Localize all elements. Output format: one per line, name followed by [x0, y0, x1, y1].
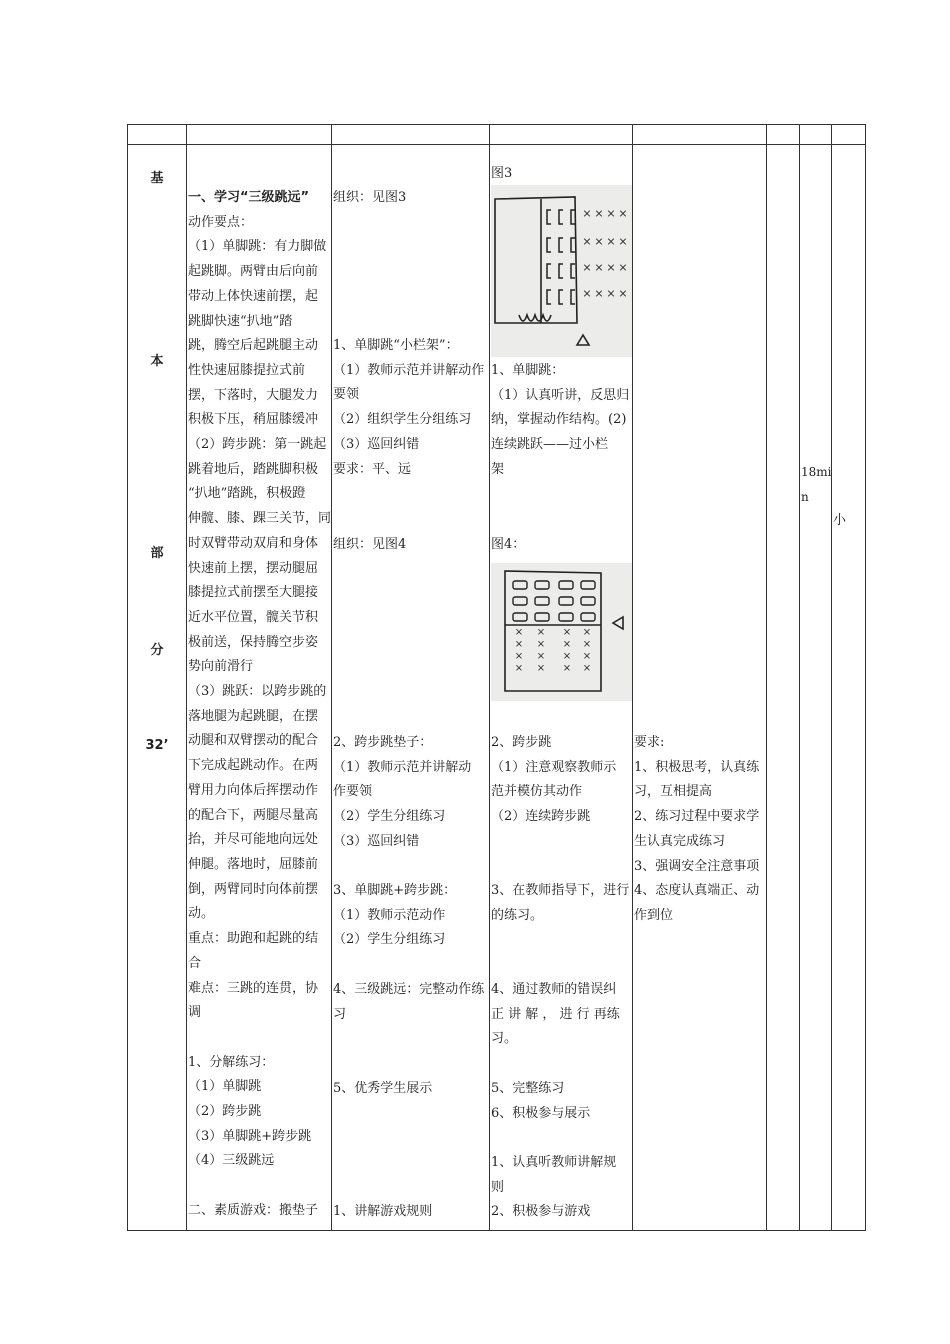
requirement-line: 2、练习过程中要求学	[634, 809, 760, 825]
hurdle-mark	[571, 290, 575, 304]
hurdle-mark	[547, 264, 551, 278]
student-mark: ×	[618, 235, 628, 248]
teacher-block-1	[333, 186, 493, 211]
figure-3	[491, 185, 632, 357]
student-mark: ×	[606, 207, 616, 220]
hurdle-mark	[547, 290, 551, 304]
student-mark: ×	[594, 261, 604, 274]
figure-4	[491, 563, 632, 701]
intensity: 小	[833, 513, 847, 528]
student-line: 3、在教师指导下，进行	[491, 883, 630, 898]
student-mark: ×	[618, 207, 628, 220]
student-line: 2、积极参与游戏	[491, 1204, 591, 1220]
teacher-block-8	[333, 1200, 493, 1225]
content-line: 动作要点：	[188, 214, 254, 230]
teacher-line: 组织：见图4	[333, 537, 407, 552]
mat-mark	[513, 581, 527, 589]
content-line: 调	[188, 1005, 202, 1021]
content-gap	[188, 1174, 331, 1199]
teacher-line: 习	[333, 1006, 347, 1022]
student-mark: ×	[582, 261, 592, 274]
student-mark: ×	[536, 639, 546, 650]
student-line: 1、认真听教师讲解规	[491, 1155, 617, 1170]
student-mark: ×	[562, 651, 572, 662]
hurdle-mark	[547, 210, 551, 224]
teacher-line: （2）组织学生分组练习	[333, 412, 472, 428]
hurdle-mark	[559, 238, 563, 252]
content-cell	[187, 145, 332, 1231]
student-mark: ×	[618, 261, 628, 274]
lesson-plan-table	[127, 124, 866, 1231]
student-mark: ×	[594, 235, 604, 248]
mat-mark	[581, 613, 595, 621]
mat-mark	[513, 613, 527, 621]
student-block-3	[491, 879, 637, 928]
content-line: 伸髋、膝、踝三关节，同	[188, 511, 332, 527]
content-line: “扒地”踏跳，积极蹬	[188, 486, 306, 502]
student-line: 5、完整练习	[491, 1081, 565, 1096]
mat-mark	[581, 597, 595, 605]
hurdle-mark	[559, 210, 563, 224]
student-line: 的练习。	[491, 907, 544, 923]
teacher-block-3	[333, 533, 493, 558]
teacher-block-7	[333, 1077, 493, 1102]
teacher-line: 4、三级跳远：完整动作练	[333, 982, 485, 997]
content-line: 难点：三跳的连贯，协	[188, 980, 319, 996]
content-line: 时双臂带动双肩和身体	[188, 535, 319, 551]
student-mark: ×	[606, 235, 616, 248]
student-mark: ×	[514, 639, 524, 650]
teacher-line: （2）学生分组练习	[333, 932, 446, 948]
content-line: 抬，并尽可能地向远处	[188, 832, 319, 848]
student-mark: ×	[606, 261, 616, 274]
student-mark: ×	[514, 663, 524, 674]
teacher-block-4	[333, 731, 493, 855]
teacher-cell	[332, 145, 490, 1231]
student-mark: ×	[562, 663, 572, 674]
figure-4-label: 图4：	[491, 537, 526, 552]
student-line: 范并模仿其动作	[491, 784, 583, 800]
student-line: 正 讲 解 ， 进 行 再练	[491, 1006, 620, 1022]
hurdle-mark	[547, 238, 551, 252]
duration-line: n	[801, 489, 809, 504]
teacher-line: 3、单脚跳+跨步跳：	[333, 883, 457, 898]
content-line: 势向前滑行	[188, 659, 254, 675]
teacher-line: 5、优秀学生展示	[333, 1081, 433, 1096]
student-line: 则	[491, 1179, 505, 1195]
student-mark: ×	[582, 287, 592, 300]
content-line: 重点：助跑和起跳的结	[188, 931, 319, 947]
student-line: 习。	[491, 1031, 518, 1047]
student-line: 2、跨步跳	[491, 735, 552, 750]
section-char: 部	[150, 546, 164, 561]
student-mark: ×	[582, 627, 592, 638]
hurdle-mark	[571, 264, 575, 278]
content-line: 带动上体快速前摆，起	[188, 288, 319, 304]
figure-3-label: 图3	[491, 166, 513, 181]
student-line: 架	[491, 461, 505, 477]
student-mark: ×	[536, 651, 546, 662]
content-line: （4）三级跳远	[188, 1153, 275, 1169]
content-line: （3）单脚跳+跨步跳	[188, 1128, 312, 1144]
mat-mark	[535, 613, 549, 621]
content-line: 1、分解练习：	[188, 1054, 275, 1070]
mat-mark	[559, 597, 573, 605]
student-mark: ×	[514, 651, 524, 662]
student-mark: ×	[582, 651, 592, 662]
hurdle-mark	[571, 238, 575, 252]
requirement-line: 3、强调安全注意事项	[634, 858, 760, 874]
teacher-line: 要领	[333, 387, 360, 403]
content-line: 动腿和双臂摆动的配合	[188, 733, 319, 749]
requirement-line: 4、态度认真端正、动	[634, 883, 760, 899]
duration-cell	[800, 145, 832, 1231]
mat-mark	[513, 597, 527, 605]
content-line: 合	[188, 955, 202, 971]
header-row	[128, 125, 866, 145]
teacher-block-2	[333, 334, 493, 482]
content-line: 落地腿为起跳腿，在摆	[188, 708, 319, 724]
student-block-2	[491, 731, 637, 830]
hurdle-mark	[571, 210, 575, 224]
content-line: 二、素质游戏：搬垫子	[188, 1202, 319, 1218]
content-line: （1）单脚跳：有力脚做	[188, 239, 327, 255]
teacher-block-5	[333, 879, 493, 953]
content-line: （2）跨步跳：第一跳起	[188, 437, 327, 453]
content-line: 性快速屈膝提拉式前	[188, 362, 306, 378]
teacher-line: 组织：见图3	[333, 190, 407, 205]
student-mark: ×	[582, 639, 592, 650]
mat-mark	[535, 581, 549, 589]
content-line: 膝提拉式前摆至大腿接	[188, 585, 319, 601]
requirement-line: 生认真完成练习	[634, 833, 726, 849]
teacher-line: 要求：平、远	[333, 461, 412, 477]
mat-mark	[535, 597, 549, 605]
content-line: 一、学习“三级跳远”	[188, 190, 310, 205]
student-line: 4、通过教师的错误纠	[491, 982, 617, 997]
content-line: 快速前上摆，摆动腿屈	[188, 560, 319, 576]
student-mark: ×	[582, 207, 592, 220]
student-mark: ×	[562, 639, 572, 650]
content-lines	[187, 145, 331, 1224]
content-line: （1）单脚跳	[188, 1079, 262, 1095]
content-line: 臂用力向体后挥摆动作	[188, 782, 319, 798]
content-gap	[188, 1026, 331, 1051]
mat-mark	[581, 581, 595, 589]
content-line: 跳脚快速“扒地”踏	[188, 313, 293, 329]
student-line: （2）连续跨步跳	[491, 809, 591, 825]
teacher-line: 1、单脚跳“小栏架”：	[333, 338, 459, 353]
teacher-line: （3）巡回纠错	[333, 436, 420, 452]
student-mark: ×	[618, 287, 628, 300]
student-line: 纳，掌握动作结构。(2)	[491, 412, 627, 428]
hurdle-mark	[559, 290, 563, 304]
requirement-line: 1、积极思考，认真练	[634, 759, 760, 775]
content-line: 的配合下，两腿尽量高	[188, 807, 319, 823]
teacher-line: （1）教师示范并讲解动作	[333, 362, 485, 378]
requirement-line: 作到位	[634, 907, 674, 923]
student-block-6	[491, 1151, 637, 1225]
student-mark: ×	[514, 627, 524, 638]
content-line: 起跳脚。两臂由后向前	[188, 264, 319, 280]
student-mark: ×	[594, 287, 604, 300]
requirements-block	[634, 731, 770, 929]
teacher-line: （1）教师示范动作	[333, 907, 446, 923]
requirement-line: 习，互相提高	[634, 784, 713, 800]
section-char: 基	[150, 171, 164, 186]
duration	[801, 460, 832, 509]
empty-cell	[767, 145, 800, 1231]
student-mark: ×	[582, 235, 592, 248]
student-mark: ×	[582, 663, 592, 674]
teacher-line: （1）教师示范并讲解动	[333, 759, 472, 775]
teacher-block-6	[333, 978, 493, 1027]
teacher-line: 2、跨步跳垫子：	[333, 735, 433, 750]
duration-line: 18mi	[801, 465, 832, 479]
main-row	[128, 145, 866, 1231]
teacher-line: 作要领	[333, 784, 373, 800]
student-line: （1）注意观察教师示	[491, 759, 617, 775]
hurdle-mark	[559, 264, 563, 278]
teacher-line: （2）学生分组练习	[333, 809, 446, 825]
requirements-cell	[633, 145, 767, 1231]
content-line: 近水平位置，髋关节积	[188, 609, 319, 625]
content-line: 积极下压，稍屈膝缓冲	[188, 412, 319, 428]
student-block-5	[491, 1077, 637, 1126]
student-mark: ×	[536, 627, 546, 638]
student-mark: ×	[562, 627, 572, 638]
content-line: 伸腿。落地时，屈膝前	[188, 856, 319, 872]
teacher-line: （3）巡回纠错	[333, 833, 420, 849]
student-mark: ×	[536, 663, 546, 674]
section-cell	[128, 145, 187, 1231]
student-line: 6、积极参与展示	[491, 1105, 591, 1121]
student-line: 连续跳跃——过小栏	[491, 437, 609, 453]
content-line: 跳，腾空后起跳腿主动	[188, 338, 319, 354]
mat-mark	[559, 581, 573, 589]
teacher-line: 1、讲解游戏规则	[333, 1204, 433, 1219]
section-time: 32’	[145, 738, 169, 753]
student-mark: ×	[606, 287, 616, 300]
student-line: 1、单脚跳：	[491, 363, 565, 378]
student-line: （1）认真听讲，反思归	[491, 387, 630, 403]
student-block-4	[491, 978, 637, 1052]
content-line: （3）跳跃：以跨步跳的	[188, 684, 327, 700]
requirements-title: 要求:	[634, 735, 665, 750]
section-char: 分	[150, 643, 164, 658]
content-line: 跳着地后，踏跳脚积极	[188, 461, 319, 477]
student-block-1	[491, 359, 637, 483]
intensity-cell	[832, 145, 866, 1231]
content-line: （2）跨步跳	[188, 1104, 262, 1119]
content-line: 极前送，保持腾空步姿	[188, 634, 319, 650]
student-cell	[490, 145, 633, 1231]
content-line: 倒，两臂同时向体前摆	[188, 881, 319, 897]
content-line: 动。	[188, 906, 215, 922]
content-line: 下完成起跳动作。在两	[188, 758, 319, 774]
mat-mark	[559, 613, 573, 621]
section-char: 本	[150, 354, 164, 369]
student-mark: ×	[594, 207, 604, 220]
content-line: 摆，下落时，大腿发力	[188, 387, 319, 403]
